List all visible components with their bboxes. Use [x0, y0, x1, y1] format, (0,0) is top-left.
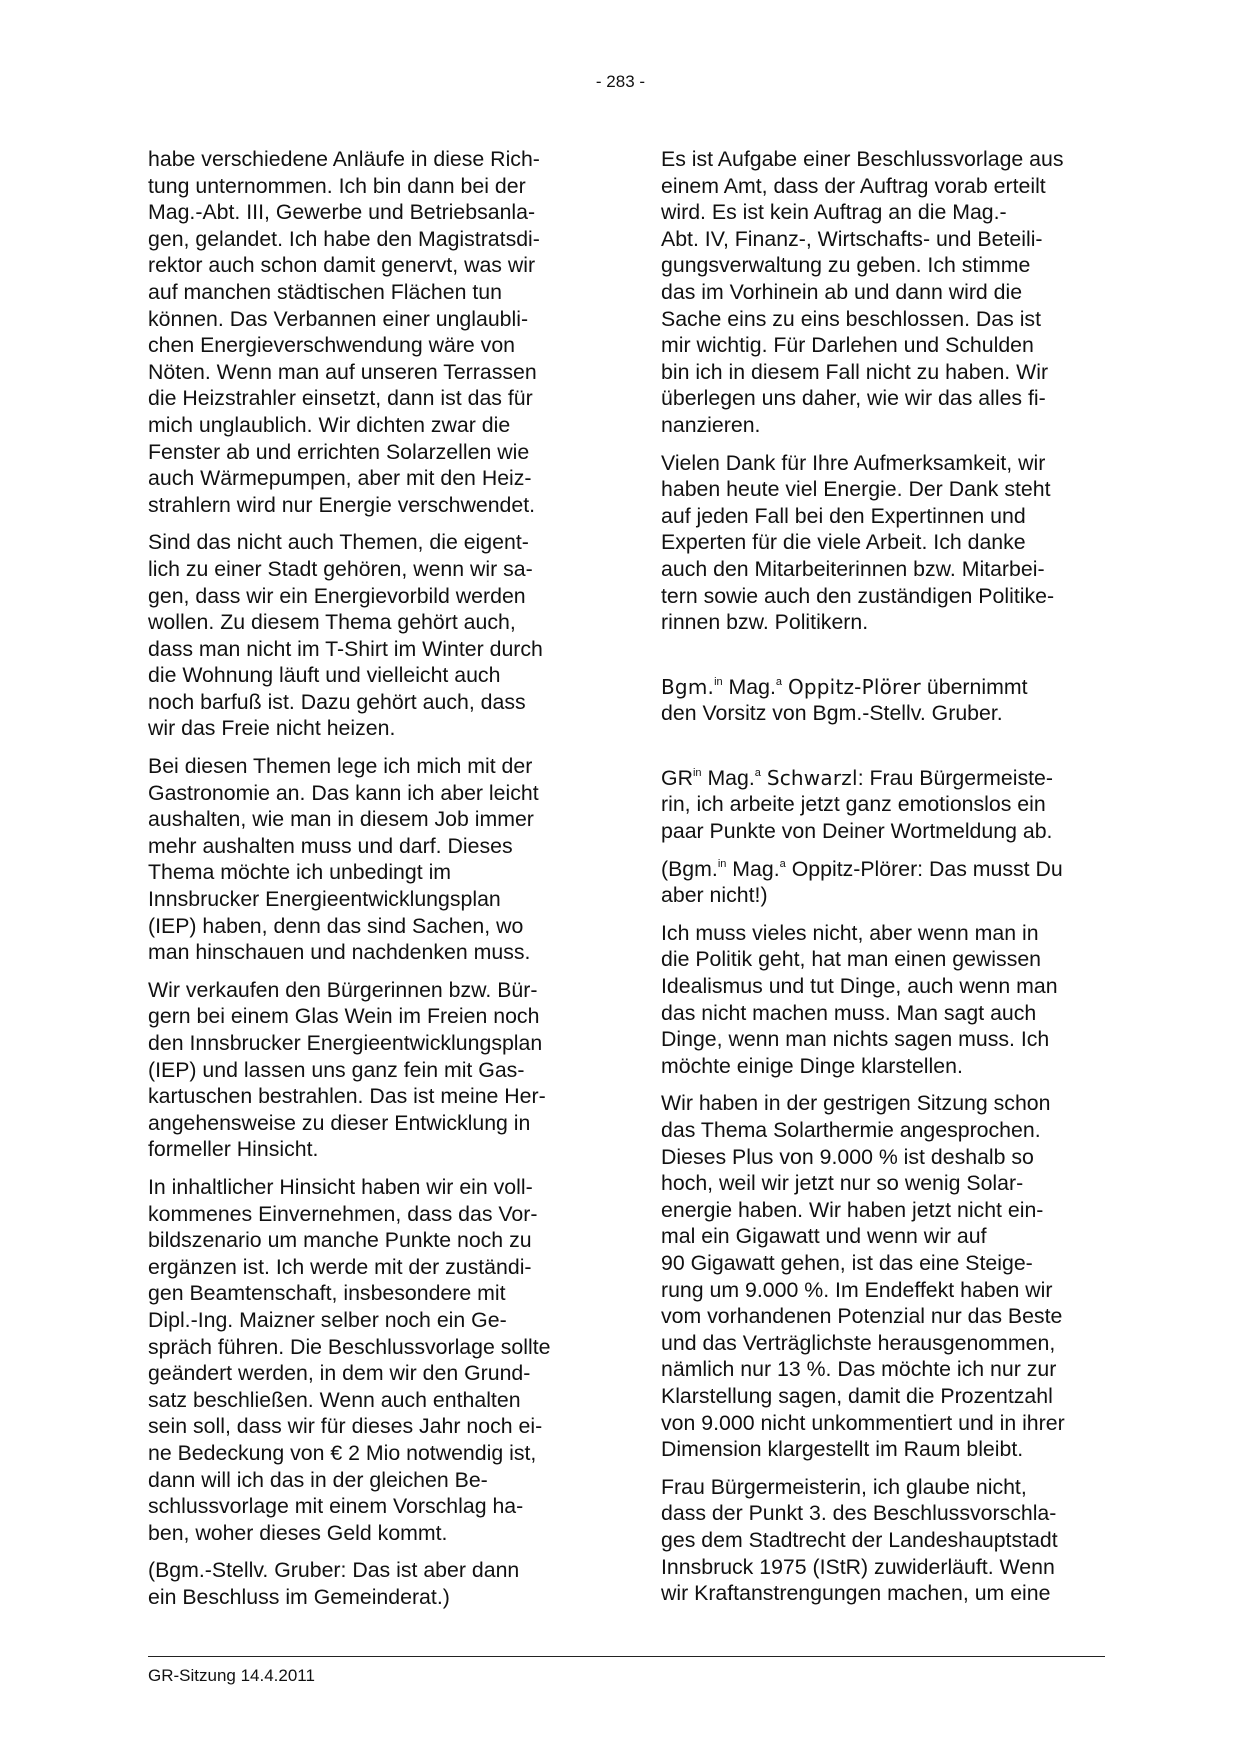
text-line: kommenes Einvernehmen, dass das Vor-	[148, 1201, 538, 1226]
text-line: kartuschen bestrahlen. Das ist meine Her-	[148, 1084, 546, 1109]
text-line: gen, dass wir ein Energievorbild werden	[148, 583, 526, 608]
speaker-line2: rin, ich arbeite jetzt ganz emotionslos ein	[661, 792, 1046, 817]
footer-session-date: GR-Sitzung 14.4.2011	[148, 1666, 315, 1685]
text-line: Wir verkaufen den Bürgerinnen bzw. Bür-	[148, 977, 538, 1002]
text-line: energie haben. Wir haben jetzt nicht ein-	[661, 1197, 1044, 1222]
chair-title-a: Bgm.	[661, 674, 715, 699]
text-line: Innsbrucker Energieentwicklungsplan	[148, 887, 501, 912]
text-line: Sache eins zu eins beschlossen. Das ist	[661, 306, 1041, 331]
text-line: angehensweise zu dieser Entwicklung in	[148, 1110, 531, 1135]
right-top-paragraph	[661, 450, 1106, 636]
text-line: die Politik geht, hat man einen gewissen	[661, 947, 1042, 972]
speaker-intro	[661, 765, 1106, 845]
text-line: formeller Hinsicht.	[148, 1137, 319, 1162]
text-line: dass man nicht im T-Shirt im Winter durch	[148, 636, 543, 661]
text-line: (IEP) und lassen uns ganz fein mit Gas-	[148, 1057, 525, 1082]
text-line: ergänzen ist. Ich werde mit der zuständi-	[148, 1254, 532, 1279]
speaker-title-a: GR	[661, 765, 693, 790]
left-paragraph	[148, 1557, 578, 1610]
interjection-line1-rest: Oppitz-Plörer: Das musst Du	[791, 856, 1063, 881]
chair-name: Oppitz-Plörer	[787, 674, 921, 699]
text-line: Gastronomie an. Das kann ich aber leicht	[148, 780, 539, 805]
footer-divider	[148, 1656, 1105, 1657]
text-line: ne Bedeckung von € 2 Mio notwendig ist,	[148, 1440, 537, 1465]
text-line: gen, gelandet. Ich habe den Magistratsdi-	[148, 226, 540, 251]
left-paragraph	[148, 1174, 578, 1546]
right-bottom-paragraph	[661, 1474, 1106, 1607]
right-bottom-paragraph	[661, 1090, 1106, 1462]
text-line: Experten für die viele Arbeit. Ich danke	[661, 530, 1026, 555]
chair-title-b-sup: a	[775, 675, 783, 688]
text-line: den Innsbrucker Energieentwicklungsplan	[148, 1031, 543, 1055]
text-line: das nicht machen muss. Man sagt auch	[661, 1000, 1037, 1025]
text-line: Nöten. Wenn man auf unseren Terrassen	[148, 359, 537, 384]
left-column	[148, 146, 578, 1621]
left-paragraph	[148, 753, 578, 966]
text-line: tern sowie auch den zuständigen Politike-	[661, 583, 1055, 608]
interjection-line2: aber nicht!)	[661, 883, 768, 908]
right-column-top	[661, 146, 1106, 636]
text-line: tung unternommen. Ich bin dann bei der	[148, 173, 526, 198]
text-line: Ich muss vieles nicht, aber wenn man in	[661, 920, 1039, 945]
text-line: gern bei einem Glas Wein im Freien noch	[148, 1004, 540, 1029]
text-line: (Bgm.-Stellv. Gruber: Das ist aber dann	[148, 1558, 520, 1583]
text-line: nämlich nur 13 %. Das möchte ich nur zur	[661, 1357, 1057, 1382]
text-line: rinnen bzw. Politikern.	[661, 610, 869, 635]
text-line: Frau Bürgermeisterin, ich glaube nicht,	[661, 1474, 1027, 1499]
chair-title-b: Mag.	[728, 674, 776, 699]
text-line: das im Vorhinein ab und dann wird die	[661, 279, 1023, 304]
speaker-line3: paar Punkte von Deiner Wortmeldung ab.	[661, 819, 1053, 844]
text-line: satz beschließen. Wenn auch enthalten	[148, 1387, 521, 1412]
text-line: vom vorhandenen Potenzial nur das Beste	[661, 1304, 1063, 1329]
text-line: Innsbruck 1975 (IStR) zuwiderläuft. Wenn	[661, 1554, 1055, 1579]
text-line: können. Das Verbannen einer unglaubli-	[148, 306, 529, 331]
speaker-line1-rest: : Frau Bürgermeiste-	[857, 765, 1053, 790]
chair-change-note	[661, 674, 1106, 727]
text-line: auch den Mitarbeiterinnen bzw. Mitarbei-	[661, 556, 1045, 581]
speaker-title-b-sup: a	[754, 766, 761, 779]
text-line: mir wichtig. Für Darlehen und Schulden	[661, 333, 1034, 358]
text-line: habe verschiedene Anläufe in diese Rich-	[148, 147, 540, 171]
right-column-bottom	[661, 920, 1106, 1607]
text-line: spräch führen. Die Beschlussvorlage sollte	[148, 1334, 551, 1359]
text-line: Dimension klargestellt im Raum bleibt.	[661, 1437, 1024, 1462]
text-line: Thema möchte ich unbedingt im	[148, 860, 452, 885]
text-line: einem Amt, dass der Auftrag vorab erteilt	[661, 173, 1046, 198]
text-line: gungsverwaltung zu geben. Ich stimme	[661, 253, 1031, 278]
page-number: - 283 -	[595, 72, 646, 91]
interjection-title-b: Mag.	[732, 856, 780, 881]
text-line: das Thema Solarthermie angesprochen.	[661, 1118, 1041, 1142]
text-line: 90 Gigawatt gehen, ist das eine Steige-	[661, 1250, 1033, 1275]
text-line: aushalten, wie man in diesem Job immer	[148, 807, 534, 832]
text-line: sein soll, dass wir für dieses Jahr noch ei-	[148, 1414, 543, 1439]
text-line: Fenster ab und errichten Solarzellen wie	[148, 439, 530, 464]
text-line: mehr aushalten muss und darf. Dieses	[148, 833, 513, 858]
text-line: Mag.-Abt. III, Gewerbe und Betriebsanla-	[148, 200, 536, 225]
chair-title-a-sup: in	[714, 675, 723, 688]
text-line: auch Wärmepumpen, aber mit den Heiz-	[148, 466, 532, 491]
text-line: strahlern wird nur Energie verschwendet.	[148, 492, 536, 517]
text-line: die Wohnung läuft und vielleicht auch	[148, 663, 501, 688]
text-line: wird. Es ist kein Auftrag an die Mag.-	[661, 200, 1007, 225]
text-line: Dieses Plus von 9.000 % ist deshalb so	[661, 1144, 1034, 1169]
text-line: Bei diesen Themen lege ich mich mit der	[148, 754, 533, 779]
text-line: ein Beschluss im Gemeinderat.)	[148, 1584, 450, 1609]
text-line: Dipl.-Ing. Maizner selber noch ein Ge-	[148, 1307, 507, 1332]
text-line: nanzieren.	[661, 412, 761, 437]
text-line: hoch, weil wir jetzt nur so wenig Solar-	[661, 1171, 1024, 1196]
text-line: geändert werden, in dem wir den Grund-	[148, 1361, 531, 1386]
text-line: Idealismus und tut Dinge, auch wenn man	[661, 974, 1058, 999]
chair-line2: den Vorsitz von Bgm.-Stellv. Gruber.	[661, 701, 1003, 726]
text-line: In inhaltlicher Hinsicht haben wir ein voll-	[148, 1174, 533, 1199]
left-paragraph	[148, 977, 578, 1163]
text-line: wir das Freie nicht heizen.	[148, 716, 396, 741]
text-line: dass der Punkt 3. des Beschlussvorschla-	[661, 1501, 1057, 1526]
text-line: die Heizstrahler einsetzt, dann ist das für	[148, 386, 533, 411]
chair-line1-rest: übernimmt	[926, 674, 1028, 699]
speaker-name: Schwarzl	[766, 765, 858, 790]
text-line: auf manchen städtischen Flächen tun	[148, 279, 502, 304]
right-column	[661, 146, 1106, 1618]
text-line: chen Energieverschwendung wäre von	[148, 333, 516, 358]
text-line: wir Kraftanstrengungen machen, um eine	[661, 1581, 1051, 1606]
text-line: man hinschauen und nachdenken muss.	[148, 940, 531, 965]
text-line: bildszenario um manche Punkte noch zu	[148, 1228, 532, 1253]
text-line: dann will ich das in der gleichen Be-	[148, 1467, 488, 1492]
speaker-title-a-sup: in	[692, 766, 702, 779]
text-line: möchte einige Dinge klarstellen.	[661, 1053, 963, 1078]
text-line: Abt. IV, Finanz-, Wirtschafts- und Beteili-	[661, 226, 1043, 251]
text-line: wollen. Zu diesem Thema gehört auch,	[148, 610, 516, 635]
text-line: mich unglaublich. Wir dichten zwar die	[148, 412, 511, 437]
interjection-open: (Bgm.	[661, 856, 718, 881]
text-line: auf jeden Fall bei den Expertinnen und	[661, 503, 1026, 528]
text-line: bin ich in diesem Fall nicht zu haben. Wir	[661, 359, 1049, 384]
text-line: Es ist Aufgabe einer Beschlussvorlage aus	[661, 147, 1064, 171]
interjection	[661, 856, 1106, 909]
text-line: rung um 9.000 %. Im Endeffekt haben wir	[661, 1277, 1053, 1302]
text-line: rektor auch schon damit genervt, was wir	[148, 253, 536, 278]
text-line: Sind das nicht auch Themen, die eigent-	[148, 530, 529, 555]
right-top-paragraph	[661, 146, 1106, 439]
left-paragraph	[148, 529, 578, 742]
text-line: lich zu einer Stadt gehören, wenn wir sa-	[148, 556, 533, 581]
text-line: Wir haben in der gestrigen Sitzung schon	[661, 1091, 1051, 1116]
text-line: überlegen uns daher, wie wir das alles fi-	[661, 386, 1046, 411]
text-line: ges dem Stadtrecht der Landeshauptstadt	[661, 1527, 1058, 1552]
text-line: noch barfuß ist. Dazu gehört auch, dass	[148, 689, 526, 714]
text-line: Vielen Dank für Ihre Aufmerksamkeit, wir	[661, 450, 1046, 475]
text-line: schlussvorlage mit einem Vorschlag ha-	[148, 1494, 524, 1519]
text-line: mal ein Gigawatt und wenn wir auf	[661, 1224, 987, 1249]
text-line: und das Verträglichste herausgenommen,	[661, 1330, 1056, 1355]
interjection-title-a-sup: in	[717, 857, 727, 870]
text-line: haben heute viel Energie. Der Dank steht	[661, 477, 1051, 502]
text-line: ben, woher dieses Geld kommt.	[148, 1520, 448, 1545]
text-line: gen Beamtenschaft, insbesondere mit	[148, 1281, 506, 1306]
text-line: (IEP) haben, denn das sind Sachen, wo	[148, 913, 524, 938]
text-line: von 9.000 nicht unkommentiert und in ihrer	[661, 1410, 1065, 1435]
left-paragraph	[148, 146, 578, 518]
text-line: Dinge, wenn man nichts sagen muss. Ich	[661, 1027, 1050, 1052]
speaker-title-b: Mag.	[707, 765, 755, 790]
text-line: Klarstellung sagen, damit die Prozentzahl	[661, 1383, 1053, 1408]
interjection-title-b-sup: a	[779, 857, 786, 870]
right-bottom-paragraph	[661, 920, 1106, 1080]
